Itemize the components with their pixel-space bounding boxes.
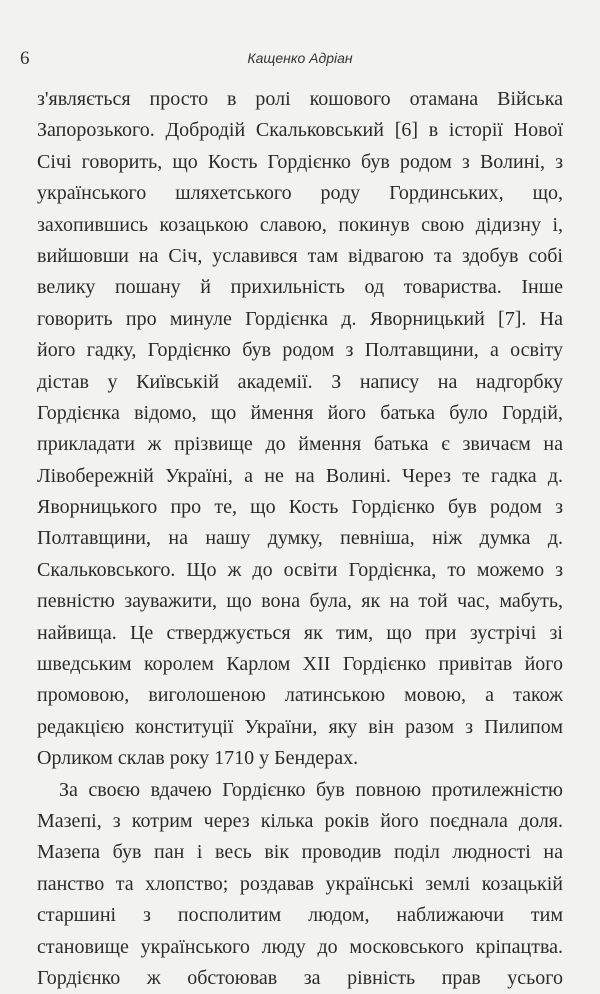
text-line: Полтавщини, на нашу думку, певніша, ніж думка д. bbox=[37, 527, 563, 550]
text-line: становище українського люду до московського кріпацтва. bbox=[37, 935, 563, 958]
text-line: Січі говорить, що Кость Гордієнко був родом з Волині, з bbox=[37, 150, 563, 173]
text-line: захопившись козацькою славою, покинув свою дідизну і, bbox=[37, 213, 563, 236]
text-line: вийшовши на Січ, уславився там відвагою та здобув собі bbox=[37, 244, 563, 267]
text-line: прикладати ж прізвище до ймення батька є звичаєм на bbox=[37, 433, 563, 456]
text-line: найвища. Це стверджується як тим, що при зустрічі зі bbox=[37, 621, 563, 644]
text-line: Лівобережній Україні, а не на Волині. Через те гадка д. bbox=[37, 464, 563, 487]
text-line: Гордієнка відомо, що ймення його батька було Гордій, bbox=[37, 401, 563, 424]
text-line: велику пошану й прихильність од товариства. Інше bbox=[37, 276, 563, 299]
text-line: редакцією конституції України, яку він разом з Пилипом bbox=[37, 715, 563, 738]
text-line: промовою, виголошеною латинською мовою, а також bbox=[37, 684, 563, 707]
text-line: шведським королем Карлом XII Гордієнко привітав його bbox=[37, 653, 563, 676]
paragraph bbox=[37, 84, 563, 775]
text-line: Скальковського. Що ж до освіти Гордієнка, то можемо з bbox=[37, 558, 563, 581]
text-line: дістав у Київській академії. З напису на надгорбку bbox=[37, 370, 563, 393]
text-line: українського шляхетського роду Гординських, що, bbox=[37, 182, 563, 205]
text-line: старшині з посполитим людом, наближаючи тим bbox=[37, 904, 563, 927]
body-text bbox=[37, 84, 563, 994]
text-line: говорить про минуле Гордієнка д. Яворницький [7]. На bbox=[37, 307, 563, 330]
text-line: Мазепі, з котрим через кілька років його поєднала доля. bbox=[37, 809, 563, 832]
paragraph bbox=[37, 775, 563, 994]
page-number: 6 bbox=[20, 48, 30, 69]
text-line: певністю зауважити, що вона була, як на той час, мабуть, bbox=[37, 590, 563, 613]
text-line: Мазепа був пан і весь вік проводив поділ людності на bbox=[37, 841, 563, 864]
text-line: з'являється просто в ролі кошового отамана Війська bbox=[37, 88, 563, 110]
text-line: Яворницького про те, що Кость Гордієнко був родом з bbox=[37, 496, 563, 519]
text-line: Орликом склав року 1710 у Бендерах. bbox=[37, 747, 359, 770]
text-line: За своєю вдачею Гордієнко був повною протилежністю bbox=[59, 778, 563, 801]
text-line: панство та хлопство; роздавав українські землі козацькій bbox=[37, 872, 563, 895]
text-line: Запорозького. Добродій Скальковський [6] в історії Нової bbox=[37, 119, 563, 142]
text-line: Гордієнко ж обстоював за рівність прав усього bbox=[37, 966, 563, 989]
running-header: Кащенко Адріан bbox=[247, 50, 353, 66]
text-line: його гадку, Гордієнко був родом з Полтавщини, а освіту bbox=[37, 339, 563, 362]
